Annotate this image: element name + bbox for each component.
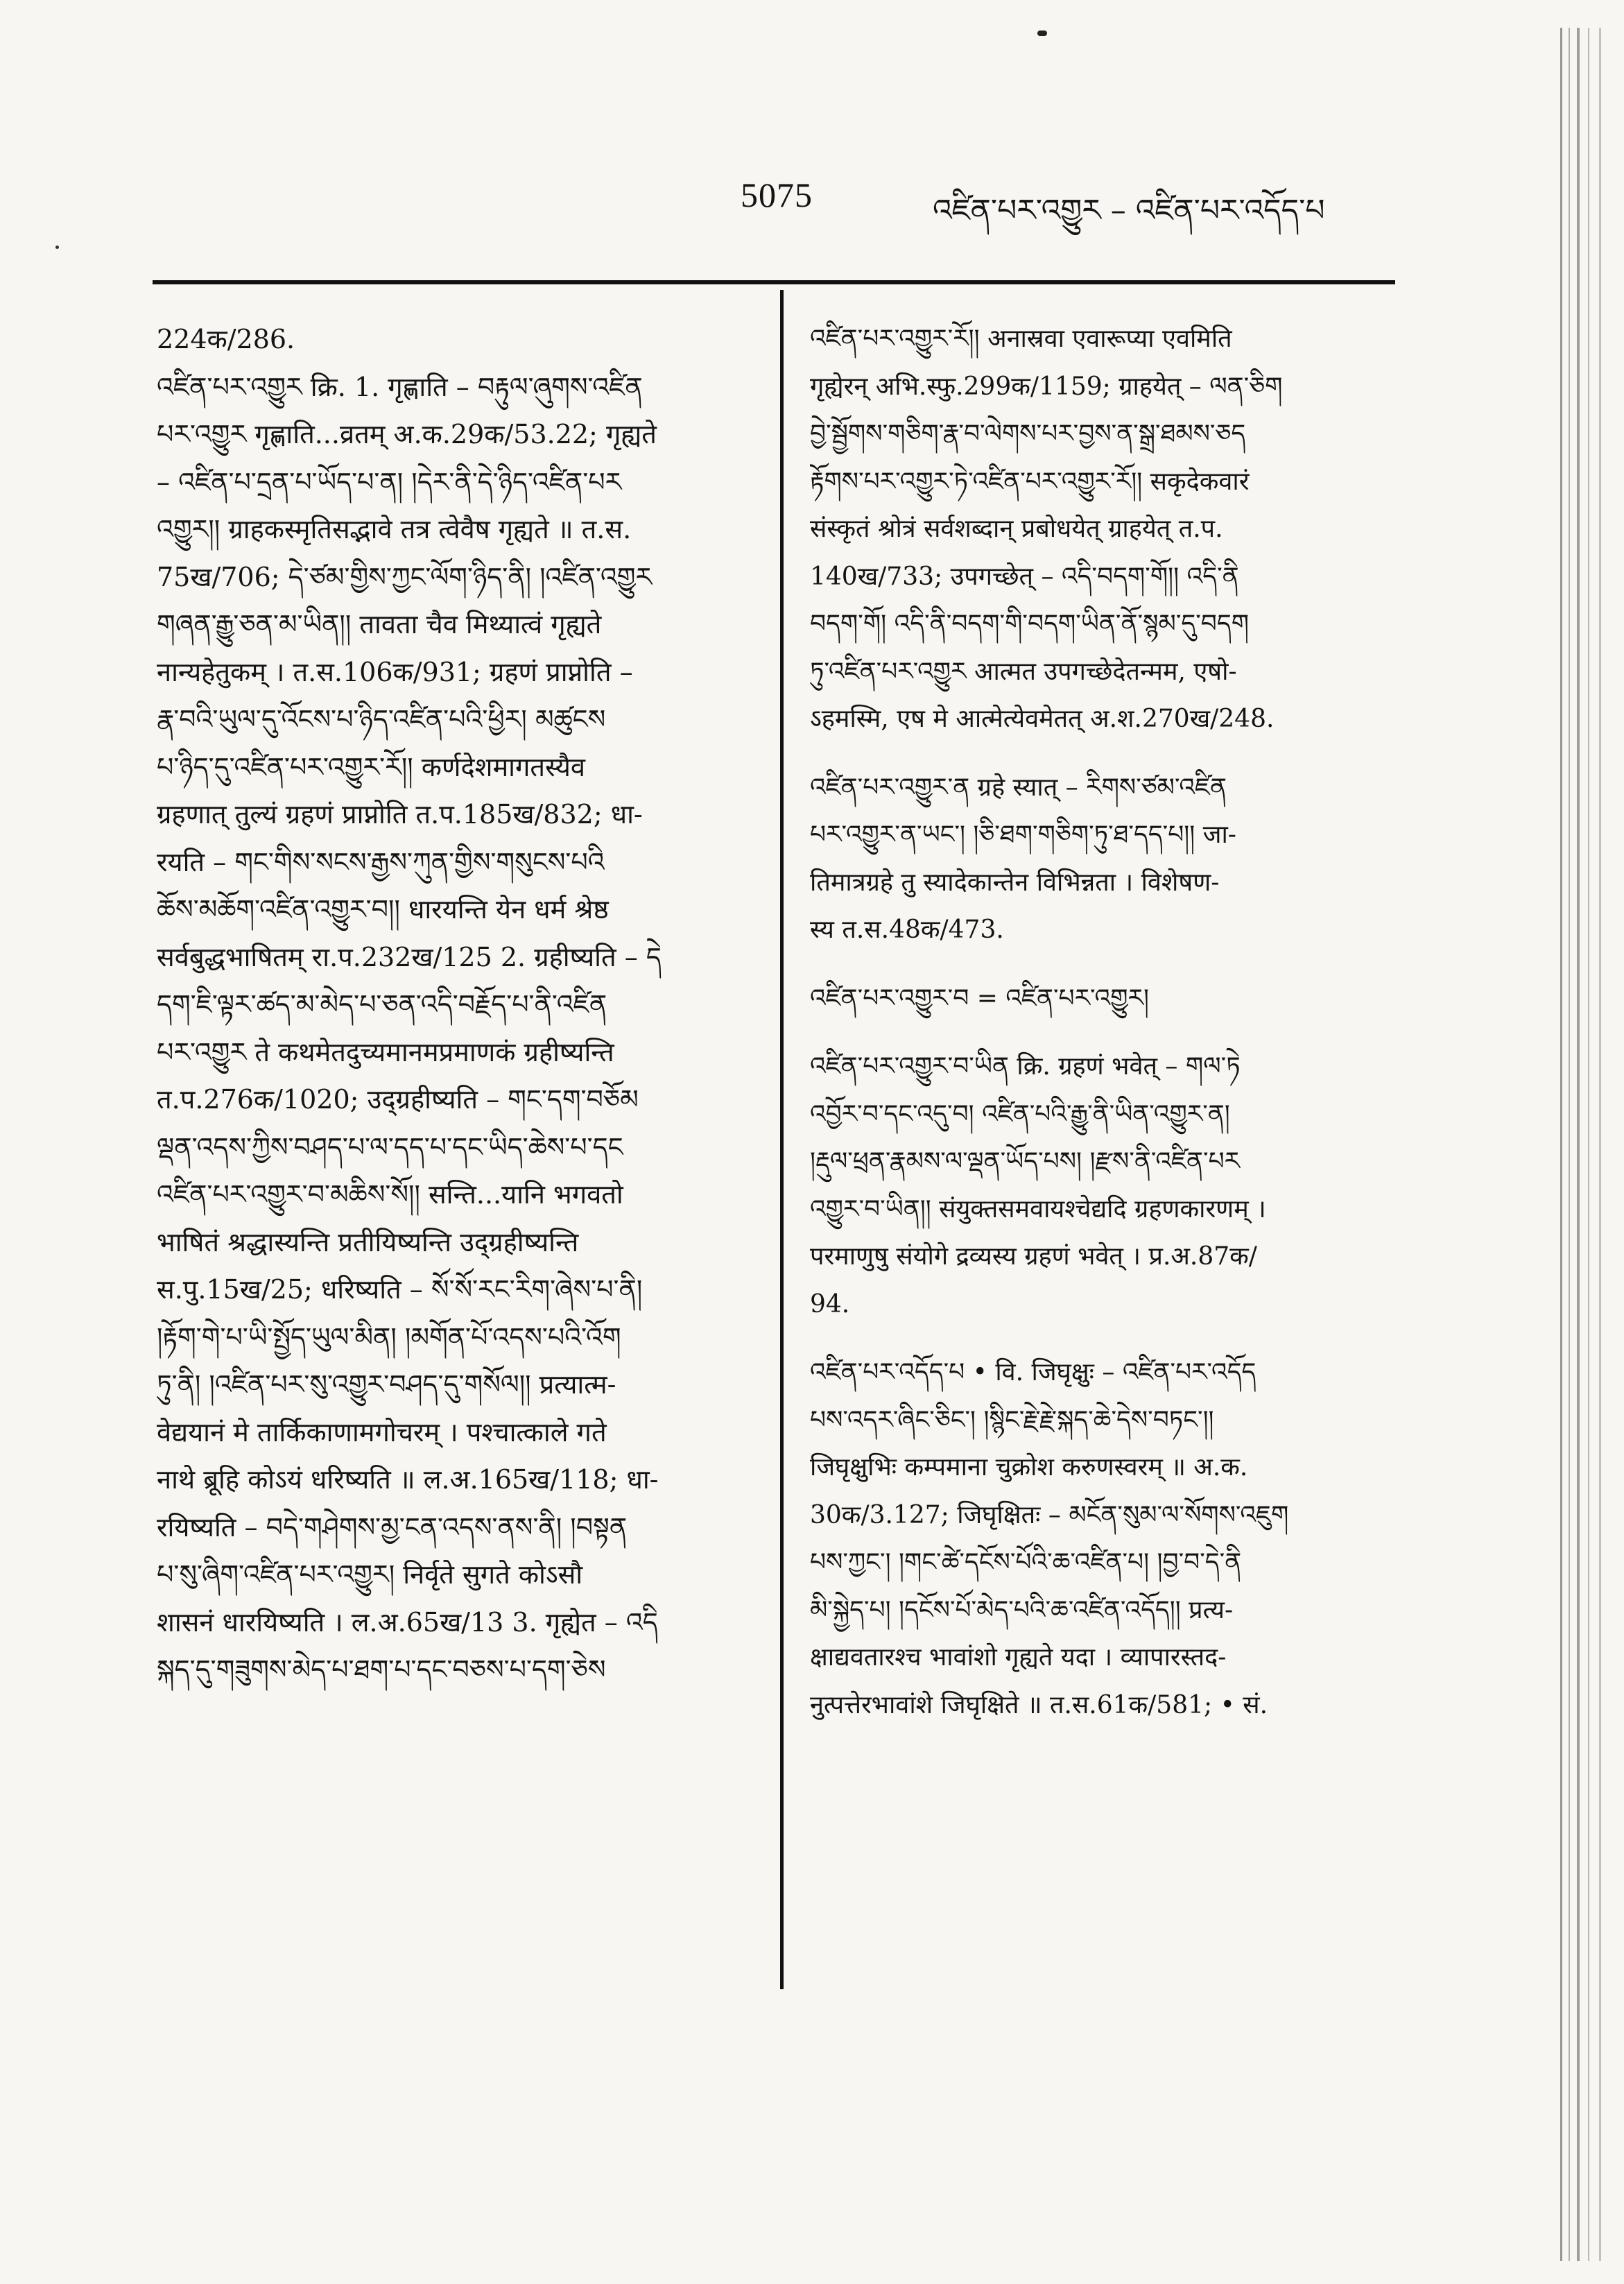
running-head: འཛིན་པར་འགྱུར – འཛིན་པར་འདོད་པ: [933, 193, 1325, 228]
entry-line: པས་འདར་ཞིང་ཅིང་། །སྙིང་རྗེ་རྗེ་སྐད་ཆེ་དེས་བཏང་།།: [810, 1405, 1214, 1434]
entry-line: པ་ཉིད་དུ་འཛིན་པར་འགྱུར་རོ།། कर्णदेशमागतस्यैव: [157, 751, 586, 782]
entry-line: रयिष्यति – བདེ་གཤེགས་མྱ་ངན་འདས་ནས་ནི། །བསྟན: [157, 1511, 628, 1543]
dictionary-entry: [810, 1043, 1399, 1328]
entry-line: ལྡན་འདས་ཀྱིས་བཤད་པ་ལ་དད་པ་དང་ཡིད་ཆེས་པ་དང: [157, 1131, 623, 1162]
entry-line: རྣ་བའི་ཡུལ་དུ་འོངས་པ་ཉིད་འཛིན་པའི་ཕྱིར། མཚུངས: [157, 704, 606, 735]
entry-line: འབྱོར་བ་དང་འདུ་བ། འཛིན་པའི་རྒྱུ་ནི་ཡིན་འགྱུར་ན།: [810, 1099, 1230, 1128]
entry-line: स्य त.स.48क/473.: [810, 916, 1004, 944]
entry-line: རྟོགས་པར་འགྱུར་ཏེ་འཛིན་པར་འགྱུར་རོ།། सकृदेकवारं: [810, 467, 1250, 496]
entry-line: तिमात्रग्रहे तु स्यादेकान्तेन विभिन्नता । विशेषण-: [810, 868, 1220, 897]
entry-line: པས་ཀྱང་། །གང་ཚེ་དངོས་པོའི་ཆ་འཛིན་པ། །བྱ་བ་དེ་ནི: [810, 1548, 1242, 1577]
entry-line: 75ख/706; དེ་ཙམ་གྱིས་ཀྱང་ལོག་ཉིད་ནི། །འཛིན་འགྱུར: [157, 561, 653, 592]
binding-edge-noise: [1599, 28, 1601, 2261]
entry-line: པར་འགྱུར་ན་ཡང་། །ཅི་ཐག་གཅིག་ཏུ་ཐ་དད་པ།། जा-: [810, 821, 1236, 849]
entry-line: འཛིན་པར་འགྱུར་བ་མཆིས་སོ།། सन्ति...यानि भगवतो: [157, 1179, 623, 1210]
entry-line: འཛིན་པར་འགྱུར་ན ग्रहे स्यात् – རིགས་ཙམ་འཛིན: [810, 773, 1227, 802]
entry-line: པར་འགྱུར गृह्णाति...व्रतम् अ.क.29क/53.22; गृह्यते: [157, 419, 657, 449]
entry-line: शासनं धारयिष्यति । ल.अ.65ख/13 3. गृह्येत – འདི: [157, 1606, 658, 1638]
entry-line: འཛིན་པར་འགྱུར་བ = འཛིན་པར་འགྱུར།: [810, 984, 1149, 1013]
entry-line: संस्कृतं श्रोत्रं सर्वशब्दान् प्रबोधयेत् ग्राहयेत् त.प.: [810, 515, 1223, 543]
dictionary-entry: [810, 316, 1399, 744]
entry-line: དག་ཇི་ལྟར་ཚད་མ་མེད་པ་ཅན་འདི་བརྗོད་པ་ནི་འཛིན: [157, 989, 607, 1020]
entry-line: नुत्पत्तेरभावांशे जिघृक्षिते ॥ त.स.61क/581; • सं.: [810, 1690, 1268, 1719]
entry-line: འཛིན་པར་འདོད་པ • वि. जिघृक्षुः – འཛིན་པར་འདོད: [810, 1358, 1256, 1386]
entry-line: ཏུ་ནི། །འཛིན་པར་སུ་འགྱུར་བཤད་དུ་གསོལ།། प्रत्यात्म-: [157, 1369, 616, 1400]
entry-line: །རྟོག་གེ་པ་ཡི་སྤྱོད་ཡུལ་མིན། །མགོན་པོ་འདས་པའི་འོག: [157, 1321, 621, 1353]
entry-line: ཏུ་འཛིན་པར་འགྱུར आत्मत उपगच्छेदेतन्मम, एषो-: [810, 657, 1237, 686]
stray-ink-dot: [55, 246, 59, 249]
entry-line: वेद्ययानं मे तार्किकाणामगोचरम् । पश्चात्काले गते: [157, 1416, 607, 1448]
entry-line: 30क/3.127; जिघृक्षितः – མངོན་སུམ་ལ་སོགས་འཇུག: [810, 1500, 1289, 1529]
entry-line: नान्यहेतुकम् । त.स.106क/931; ग्रहणं प्राप्नोति –: [157, 656, 633, 687]
entry-line: འཛིན་པར་འགྱུར་རོ།། अनास्रवा एवारूप्या एवमिति: [810, 325, 1232, 353]
header-rule: [153, 280, 1395, 284]
entry-line: པ་སུ་ཞིག་འཛིན་པར་འགྱུར། निर्वृते सुगते कोऽसौ: [157, 1559, 583, 1590]
dictionary-entry: [810, 975, 1399, 1023]
left-column: [157, 316, 767, 1694]
binding-edge-noise: [1560, 28, 1562, 2261]
entry-line: जिघृक्षुभिः कम्पमाना चुक्रोश करुणस्वरम् ॥ अ.क.: [810, 1453, 1248, 1482]
entry-line: 94.: [810, 1289, 850, 1319]
entry-line: रयति – གང་གིས་སངས་རྒྱས་ཀུན་གྱིས་གསུངས་པའི: [157, 846, 605, 877]
dictionary-entry: [157, 316, 767, 1694]
entry-line: सर्वबुद्धभाषितम् रा.प.232ख/125 2. ग्रहीष्यति – དེ: [157, 941, 662, 972]
entry-line: བདག་གོ། འདི་ནི་བདག་གི་བདག་ཡིན་ནོ་སྙམ་དུ་བདག: [810, 610, 1250, 638]
entry-line: འགྱུར།། ग्राहकस्मृतिसद्भावे तत्र त्वेवैष गृह्यते ॥ त.स.: [157, 514, 632, 544]
entry-line: མི་སྐྱེད་པ། །དངོས་པོ་མེད་པའི་ཆ་འཛིན་འདོད།། प्रत्य-: [810, 1595, 1234, 1624]
right-column: [810, 316, 1399, 1729]
entry-line: །རྡུལ་ཕྲན་རྣམས་ལ་ལྡན་ཡོད་པས། །རྫས་ནི་འཛིན་པར: [810, 1147, 1241, 1176]
entry-line: ग्रहणात् तुल्यं ग्रहणं प्राप्नोति त.प.185ख/832; धा-: [157, 799, 643, 830]
entry-line: པར་འགྱུར ते कथमेतदुच्यमानमप्रमाणकं ग्रहीष्यन्ति: [157, 1036, 614, 1067]
entry-line: भाषितं श्रद्धास्यन्ति प्रतीयिष्यन्ति उद्ग्रहीष्यन्ति: [157, 1226, 579, 1257]
entry-line: འཛིན་པར་འགྱུར क्रि. 1. गृह्णाति – བརྟུལ་ཞུགས་འཛིན: [157, 371, 643, 402]
entry-line: परमाणुषु संयोगे द्रव्यस्य ग्रहणं भवेत् । प्र.अ.87क/: [810, 1242, 1257, 1271]
dictionary-entry: [810, 1349, 1399, 1729]
page-number: 5075: [741, 175, 813, 214]
entry-line: སྐད་དུ་གཟུགས་མེད་པ་ཐག་པ་དང་བཅས་པ་དག་ཅེས: [157, 1654, 606, 1685]
entry-line: क्षाद्यवतारश्च भावांशो गृह्यते यदा । व्यापारस्तद-: [810, 1643, 1227, 1672]
entry-line: ऽहमस्मि, एष मे आत्मेत्येवमेतत् अ.श.270ख/248.: [810, 705, 1275, 733]
entry-line: – འཛིན་པ་དྲན་པ་ཡོད་པ་ན། །དེར་ནི་དེ་ཉིད་འཛིན་པར: [157, 466, 622, 497]
entry-line: བྱེ་སྦྱོགས་གཅིག་རྣ་བ་ལེགས་པར་བྱས་ན་སྒྲ་ཐམས་ཅད: [810, 420, 1246, 448]
entry-line: ཆོས་མཆོག་འཛིན་འགྱུར་བ།། धारयन्ति येन धर्म श्रेष्ठ: [157, 894, 609, 925]
entry-line: 140ख/733; उपगच्छेत् – འདི་བདག་གོ།། འདི་ནི: [810, 562, 1239, 591]
entry-line: नाथे ब्रूहि कोऽयं धरिष्यति ॥ ल.अ.165ख/118; धा-: [157, 1464, 659, 1495]
entry-line: गृह्येरन् अभि.स्फु.299क/1159; ग्राहयेत् – ལན་ཅིག: [810, 372, 1283, 401]
binding-edge-noise: [1569, 28, 1570, 2261]
entry-line: འགྱུར་བ་ཡིན།། संयुक्तसमवायश्चेद्यदि ग्रहणकारणम् ।: [810, 1194, 1266, 1223]
stray-ink-mark: [1037, 31, 1047, 36]
binding-edge-noise: [1577, 28, 1580, 2261]
entry-line: འཛིན་པར་འགྱུར་བ་ཡིན क्रि. ग्रहणं भवेत् – གལ་ཏེ: [810, 1052, 1241, 1081]
column-divider: [780, 290, 784, 1989]
entry-line: གཞན་རྒྱུ་ཅན་མ་ཡིན།། तावता चैव मिथ्यात्वं गृह्यते: [157, 609, 602, 639]
entry-line: 224क/286.: [157, 324, 295, 354]
binding-edge-noise: [1588, 28, 1589, 2261]
entry-line: स.पु.15ख/25; धरिष्यति – སོ་སོ་རང་རིག་ཞེས་པ་ནི།: [157, 1274, 643, 1305]
entry-line: त.प.276क/1020; उद्ग्रहीष्यति – གང་དག་བཅོམ: [157, 1084, 639, 1115]
dictionary-entry: [810, 764, 1399, 954]
